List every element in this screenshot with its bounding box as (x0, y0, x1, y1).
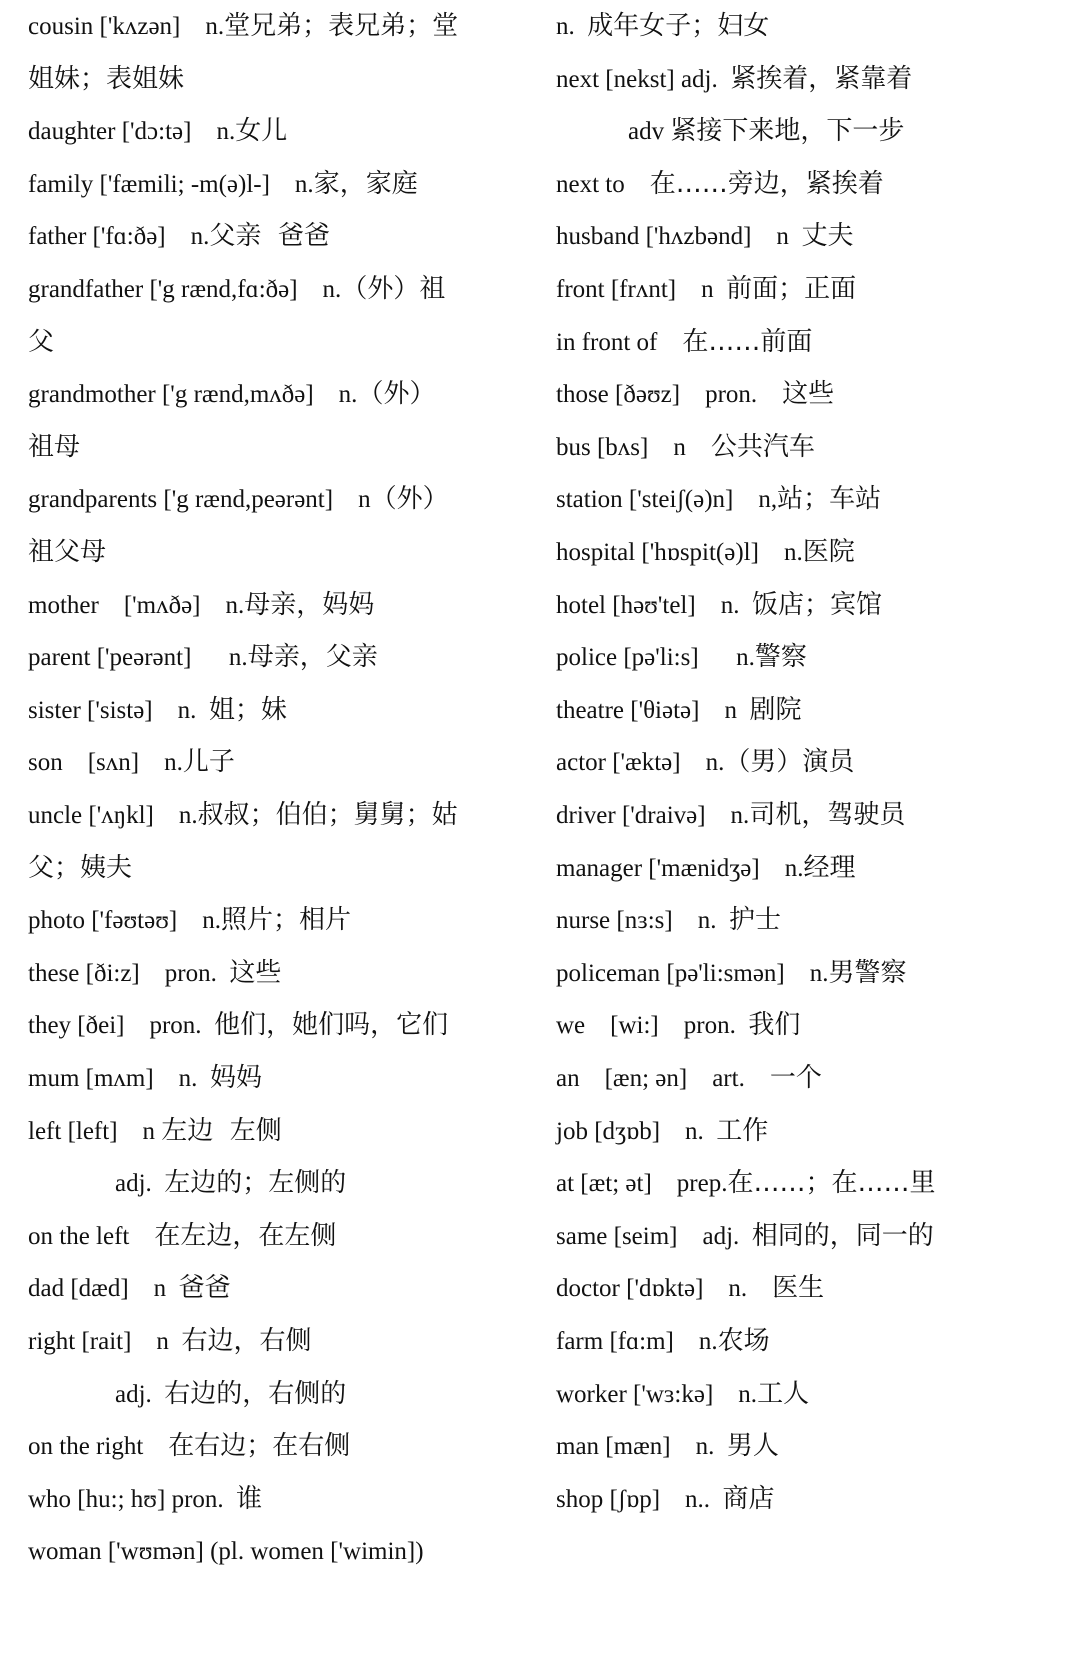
english-term: we [wi:] pron. (556, 1012, 749, 1039)
english-term: woman ['wʊmən] (pl. women ['wimin]) (28, 1538, 424, 1565)
english-term: these [ði:z] pron. (28, 960, 230, 987)
english-term: shop [ʃɒp] n.. (556, 1486, 723, 1513)
english-term: adj. (115, 1170, 165, 1197)
chinese-definition: 站；车站 (777, 484, 882, 514)
vocab-line (556, 947, 907, 999)
vocab-line (556, 1368, 809, 1420)
english-term: left [left] n (28, 1118, 162, 1145)
english-term: adv (628, 118, 671, 145)
chinese-definition: 公共汽车 (710, 432, 815, 462)
vocab-line (28, 579, 374, 631)
english-term: they [ðei] pron. (28, 1012, 215, 1039)
chinese-definition: 在……旁边，紧挨着 (649, 169, 884, 199)
english-term: who [hu:; hʊ] pron. (28, 1486, 237, 1513)
chinese-definition: 爸爸 (178, 1273, 231, 1303)
english-term: adj. (115, 1381, 165, 1408)
vocab-line (556, 210, 853, 262)
vocab-line (556, 1157, 936, 1209)
vocab-line (556, 526, 855, 578)
english-term: policeman [pə'li:smən] n. (556, 960, 829, 987)
chinese-definition: 妈妈 (209, 1063, 262, 1093)
left-column (28, 0, 528, 1673)
chinese-definition: 农场 (717, 1326, 770, 1356)
vocab-line (628, 105, 904, 157)
english-term: driver ['draivə] n. (556, 802, 750, 829)
vocab-line (28, 53, 184, 105)
vocab-line (28, 1525, 424, 1577)
vocab-line (556, 263, 856, 315)
english-term: worker ['wɜ:kə] n. (556, 1381, 758, 1408)
vocab-line (28, 316, 54, 368)
english-term: next [nekst] adj. (556, 66, 731, 93)
chinese-definition: 姐；妹 (208, 695, 287, 725)
chinese-definition: 左边的；左侧的 (164, 1168, 347, 1198)
chinese-definition: 右边的，右侧的 (164, 1379, 347, 1409)
vocab-line (28, 368, 435, 420)
english-term: photo ['fəʊtəʊ] n. (28, 907, 222, 934)
chinese-definition: 在右边；在右侧 (168, 1431, 351, 1461)
chinese-definition: 工人 (757, 1379, 810, 1409)
chinese-definition: 右边，右侧 (181, 1326, 312, 1356)
english-term: cousin ['kʌzən] n. (28, 13, 225, 40)
chinese-definition: 左边 左侧 (161, 1116, 282, 1146)
chinese-definition: 我们 (748, 1010, 801, 1040)
english-term: father ['fɑ:ðə] n. (28, 223, 210, 250)
chinese-definition: 相同的，同一的 (751, 1221, 934, 1251)
vocab-line (556, 1105, 768, 1157)
english-term: doctor ['dɒktə] n. (556, 1275, 773, 1302)
vocab-line (556, 421, 815, 473)
chinese-definition: 这些 (229, 958, 282, 988)
chinese-definition: 商店 (722, 1484, 775, 1514)
chinese-definition: 母亲，妈妈 (244, 590, 375, 620)
english-term: actor ['æktə] n. (556, 749, 725, 776)
chinese-definition: 父；姨夫 (28, 853, 133, 883)
vocab-line (28, 1473, 262, 1525)
chinese-definition: 父 (28, 327, 55, 357)
english-term: family ['fæmili; -m(ə)l-] n. (28, 171, 314, 198)
chinese-definition: 他们，她们吗，它们 (214, 1010, 449, 1040)
english-term: same [seim] adj. (556, 1223, 752, 1250)
vocab-line (556, 579, 882, 631)
vocab-line (28, 999, 448, 1051)
english-term: son [sʌn] n. (28, 749, 183, 776)
vocab-line (556, 473, 881, 525)
chinese-definition: 护士 (728, 905, 781, 935)
english-term: front [frʌnt] n (556, 276, 727, 303)
vocab-line (115, 1368, 346, 1420)
english-term: n. (556, 13, 588, 40)
chinese-definition: （外） (357, 379, 436, 409)
vocab-line (28, 1315, 311, 1367)
english-term: farm [fɑ:m] n. (556, 1328, 718, 1355)
chinese-definition: 剧院 (749, 695, 802, 725)
english-term: at [æt; ət] prep. (556, 1170, 728, 1197)
vocab-line (556, 684, 802, 736)
vocab-line (28, 894, 351, 946)
english-term: grandparents ['g rænd,peərənt] n (28, 486, 371, 513)
vocab-line (28, 105, 287, 157)
chinese-definition: 男警察 (828, 958, 907, 988)
chinese-definition: 经理 (803, 853, 856, 883)
chinese-definition: （外） (370, 484, 449, 514)
english-term: hospital ['hɒspit(ə)l] n. (556, 539, 803, 566)
english-term: nurse [nɜ:s] n. (556, 907, 729, 934)
english-term: mother ['mʌðə] n. (28, 592, 245, 619)
vocab-line (556, 631, 807, 683)
vocab-line (556, 158, 884, 210)
vocab-line (28, 421, 80, 473)
chinese-definition: 家，家庭 (313, 169, 418, 199)
english-term: mum [mʌm] n. (28, 1065, 210, 1092)
vocab-line (556, 0, 769, 52)
vocab-line (28, 684, 287, 736)
english-term: hotel [həʊ'tel] n. (556, 592, 752, 619)
english-term: bus [bʌs] n (556, 434, 711, 461)
vocab-line (28, 947, 281, 999)
chinese-definition: 父亲 爸爸 (209, 221, 330, 251)
chinese-definition: 这些 (782, 379, 835, 409)
chinese-definition: 在左边，在左侧 (154, 1221, 337, 1251)
vocab-line (556, 53, 912, 105)
vocab-line (556, 1262, 824, 1314)
chinese-definition: 成年女子；妇女 (587, 11, 770, 41)
chinese-definition: 医生 (772, 1273, 825, 1303)
vocab-line (556, 894, 781, 946)
vocab-line (115, 1157, 346, 1209)
vocab-line (28, 631, 378, 683)
english-term: police [pə'li:s] n. (556, 644, 755, 671)
english-term: grandfather ['g rænd,fɑ:ðə] n. (28, 276, 342, 303)
chinese-definition: 祖母 (28, 432, 81, 462)
chinese-definition: 谁 (236, 1484, 263, 1514)
vocab-line (28, 736, 235, 788)
chinese-definition: 祖父母 (28, 537, 107, 567)
chinese-definition: 堂兄弟；表兄弟；堂 (224, 11, 459, 41)
english-term: on the left (28, 1223, 155, 1250)
vocab-line (28, 1262, 231, 1314)
english-term: next to (556, 171, 650, 198)
english-term: theatre ['θiətə] n (556, 697, 750, 724)
right-column (556, 0, 1076, 1673)
vocab-line (28, 1052, 262, 1104)
english-term: man [mæn] n. (556, 1433, 727, 1460)
english-term: daughter ['dɔ:tə] n. (28, 118, 236, 145)
vocab-line (556, 1052, 822, 1104)
chinese-definition: 姐妹；表姐妹 (28, 64, 185, 94)
english-term: right [rait] n (28, 1328, 182, 1355)
vocab-line (28, 1420, 350, 1472)
vocab-line (556, 1420, 779, 1472)
chinese-definition: 叔叔；伯伯；舅舅；姑 (197, 800, 458, 830)
vocab-line (556, 789, 905, 841)
chinese-definition: 男人 (726, 1431, 779, 1461)
english-term: parent ['peərənt] n. (28, 644, 248, 671)
english-term: those [ðəʊz] pron. (556, 381, 783, 408)
vocab-line (28, 263, 445, 315)
vocab-line (556, 999, 800, 1051)
english-term: grandmother ['g rænd,mʌðə] n. (28, 381, 358, 408)
vocab-line (28, 473, 449, 525)
english-term: station ['steiʃ(ə)n] n, (556, 486, 778, 513)
vocab-line (556, 368, 834, 420)
vocab-line (556, 736, 854, 788)
vocab-line (28, 158, 418, 210)
chinese-definition: 丈夫 (801, 221, 854, 251)
vocab-line (28, 1210, 336, 1262)
chinese-definition: 照片；相片 (221, 905, 352, 935)
chinese-definition: 工作 (716, 1116, 769, 1146)
chinese-definition: 女儿 (235, 116, 288, 146)
vocab-line (28, 210, 330, 262)
chinese-definition: 警察 (754, 642, 807, 672)
chinese-definition: 饭店；宾馆 (751, 590, 882, 620)
vocab-line (556, 316, 812, 368)
english-term: in front of (556, 329, 683, 356)
vocab-line (28, 842, 132, 894)
english-term: husband ['hʌzbənd] n (556, 223, 802, 250)
english-term: manager ['mænidʒə] n. (556, 855, 804, 882)
chinese-definition: 在……；在……里 (727, 1168, 936, 1198)
chinese-definition: 母亲，父亲 (247, 642, 378, 672)
vocab-line (556, 1210, 934, 1262)
chinese-definition: 在……前面 (682, 327, 813, 357)
vocab-line (556, 1473, 775, 1525)
vocab-line (28, 0, 458, 52)
chinese-definition: 紧接下来地，下一步 (670, 116, 905, 146)
english-term: uncle ['ʌŋkl] n. (28, 802, 198, 829)
vocab-line (28, 526, 106, 578)
english-term: job [dʒɒb] n. (556, 1118, 717, 1145)
chinese-definition: 司机，驾驶员 (749, 800, 906, 830)
chinese-definition: （男）演员 (724, 747, 855, 777)
vocab-line (556, 1315, 770, 1367)
vocab-line (28, 789, 458, 841)
chinese-definition: （外）祖 (341, 274, 446, 304)
english-term: an [æn; ən] art. (556, 1065, 770, 1092)
vocab-line (556, 842, 856, 894)
chinese-definition: 儿子 (182, 747, 235, 777)
chinese-definition: 前面；正面 (726, 274, 857, 304)
vocab-line (28, 1105, 282, 1157)
chinese-definition: 医院 (802, 537, 855, 567)
english-term: sister ['sistə] n. (28, 697, 209, 724)
chinese-definition: 一个 (769, 1063, 822, 1093)
english-term: on the right (28, 1433, 169, 1460)
english-term: dad [dæd] n (28, 1275, 179, 1302)
chinese-definition: 紧挨着，紧靠着 (730, 64, 913, 94)
